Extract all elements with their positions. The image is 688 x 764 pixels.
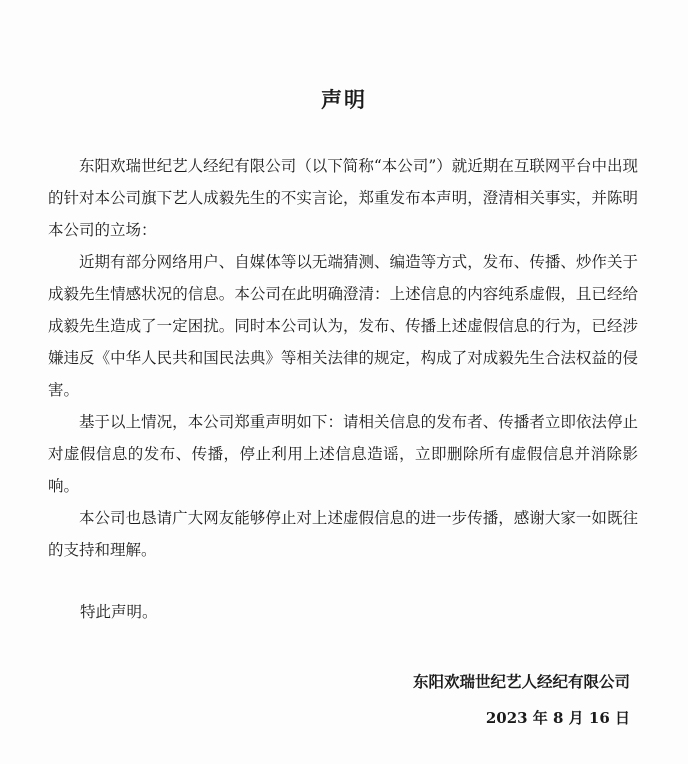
closing-line: 特此声明。 [80, 603, 158, 621]
paragraph-intro: 东阳欢瑞世纪艺人经纪有限公司（以下简称“本公司”）就近期在互联网平台中出现的针对本公司旗下艺人成毅先生的不实言论，郑重发布本声明，澄清相关事实，并陈明本公司的立场： [48, 157, 638, 239]
paragraph-appeal: 本公司也恳请广大网友能够停止对上述虚假信息的进一步传播，感谢大家一如既往的支持和理解。 [48, 509, 638, 559]
paragraph-clarification: 近期有部分网络用户、自媒体等以无端猜测、编造等方式，发布、传播、炒作关于成毅先生情感状况的信息。本公司在此明确澄清：上述信息的内容纯系虚假，且已经给成毅先生造成了一定困扰。同时本公司认为，发布、传播上述虚假信息的行为，已经涉嫌违反《中华人民共和国民法典》等相关法律的规定，构成了对成毅先生合法权益的侵害。 [48, 253, 638, 399]
company-signature: 东阳欢瑞世纪艺人经纪有限公司 [412, 672, 630, 691]
document-body [48, 150, 638, 566]
paragraph-declaration: 基于以上情况，本公司郑重声明如下：请相关信息的发布者、传播者立即依法停止对虚假信息的发布、传播，停止利用上述信息造谣，立即删除所有虚假信息并消除影响。 [48, 413, 638, 495]
document-title: 声明 [321, 87, 367, 112]
statement-date: 2023 年 8 月 16 日 [485, 709, 630, 727]
